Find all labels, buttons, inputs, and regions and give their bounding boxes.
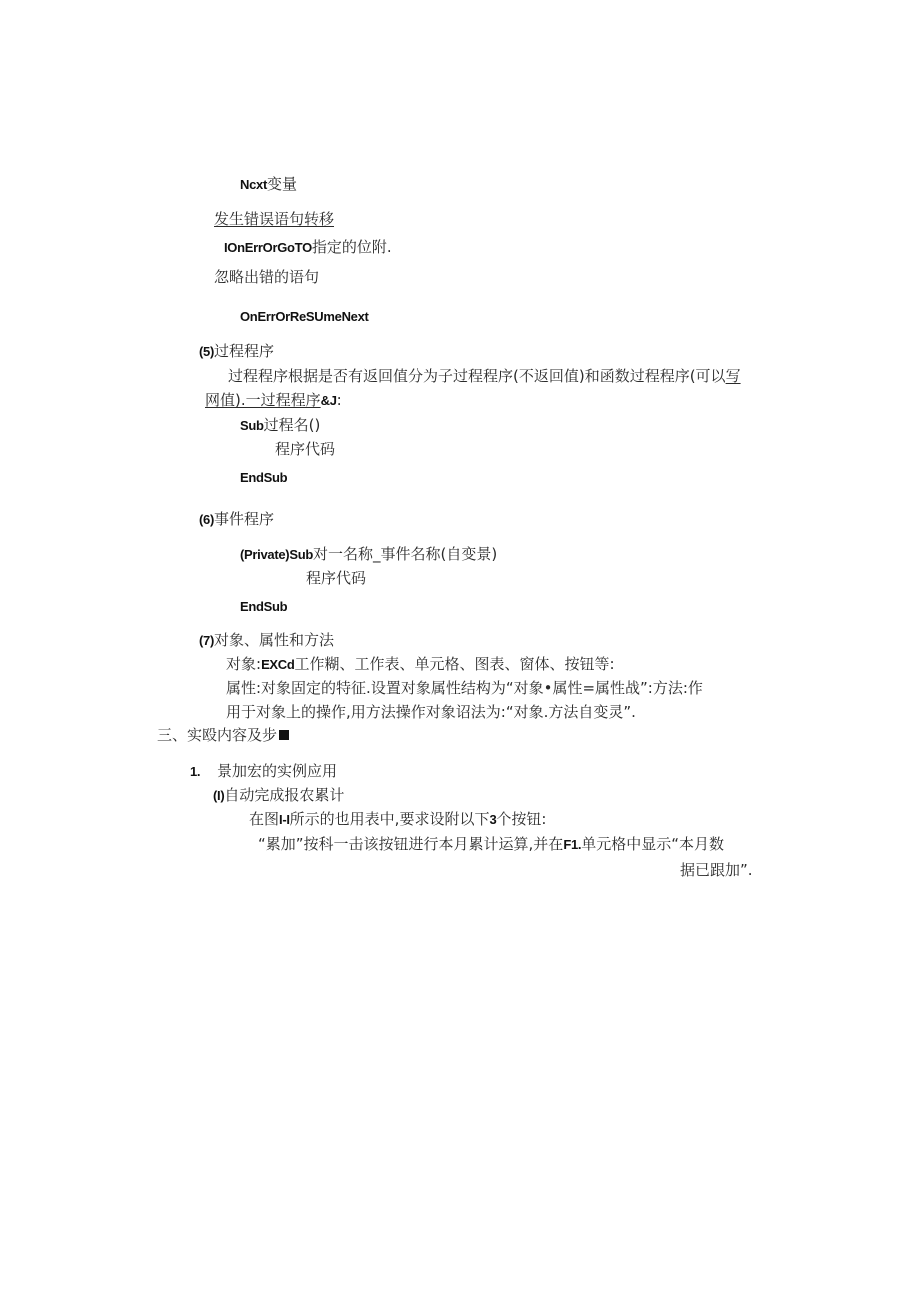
item-one-heading: [190, 761, 337, 782]
code-keyword: OnErrOrReSUmeNext: [240, 309, 369, 324]
body-text: 工作糊、工作表、单元格、图表、窗体、按钮等:: [294, 655, 615, 673]
body-text: “累加”按科一击该按钮进行本月累计运算,并在: [258, 835, 564, 853]
body-text: 程序代码: [275, 440, 336, 458]
procedure-description-line-2: [205, 390, 342, 411]
section-number: (5): [199, 344, 214, 359]
procedure-code-placeholder: [275, 439, 335, 459]
heading-text: 景加宏的实例应用: [217, 762, 338, 780]
body-text: :: [336, 391, 342, 409]
end-sub-line: [240, 467, 287, 488]
error-jump-heading: [214, 209, 334, 229]
code-keyword: &J: [320, 393, 337, 408]
section-number: (6): [199, 512, 214, 527]
code-keyword: F1.: [563, 837, 582, 852]
attribute-line-1: [226, 678, 703, 698]
body-text: 过程名(): [263, 416, 321, 434]
code-keyword: EndSub: [240, 470, 288, 485]
heading-text: 过程程序: [214, 342, 275, 360]
section-number: (7): [199, 633, 214, 648]
body-text: 对一名称_事件名称(自变景): [312, 545, 498, 563]
body-text: 程序代码: [306, 569, 367, 587]
figure-reference-line: [249, 809, 546, 830]
code-keyword: Sub: [240, 418, 264, 433]
body-text: 发生错误语句转移: [214, 210, 335, 228]
sub-declaration-line: [240, 415, 320, 436]
heading-text: 三、实殴内容及步: [157, 726, 278, 744]
attribute-line-2: [226, 702, 636, 722]
object-heading: [199, 630, 334, 651]
heading-text: 事件程序: [214, 510, 275, 528]
code-keyword: EXCd: [261, 657, 295, 672]
event-procedure-heading: [199, 509, 274, 530]
list-number: 1.: [190, 764, 201, 779]
code-keyword: I-I: [279, 812, 290, 827]
body-text: 忽略出错的语句: [214, 268, 320, 286]
on-error-goto-line: [224, 237, 392, 258]
event-code-placeholder: [306, 568, 366, 588]
code-keyword: IOnErrOrGoTO: [224, 240, 312, 255]
body-text: 过程程序根据是否有返回值分为子过程程序(不返回值)和函数过程程序(可以: [228, 367, 726, 385]
code-keyword: (Private)Sub: [240, 547, 313, 562]
body-text: 对象:: [226, 655, 262, 673]
underlined-text: 网值).一过程程序: [205, 391, 321, 409]
body-text: 属性:对象固定的特征.设置对象属性结构为“对象•属性=属性战”:方法:作: [226, 679, 703, 697]
underlined-text: 写: [725, 367, 741, 385]
code-keyword: Ncxt: [240, 177, 267, 192]
accumulate-button-line-2: [680, 860, 753, 880]
body-text: 据已跟加”.: [680, 861, 753, 879]
section-three-heading: [157, 725, 289, 745]
heading-text: 自动完成报农累计: [224, 786, 345, 804]
heading-text: 对象、属性和方法: [214, 631, 335, 649]
list-number: (I): [213, 788, 225, 803]
code-keyword: EndSub: [240, 599, 288, 614]
body-text: 指定的位附.: [311, 238, 392, 256]
body-text: 所示的也用表中,要求设附以下: [289, 810, 490, 828]
code-keyword: 3: [489, 812, 497, 827]
end-sub-line-2: [240, 596, 287, 617]
auto-accumulate-heading: [213, 785, 344, 806]
ignore-error-line: [214, 267, 319, 287]
black-square-glyph: [279, 730, 289, 740]
body-text: 用于对象上的操作,用方法操作对象诏法为:“对象.方法自变灵”.: [226, 703, 636, 721]
body-text: 在图: [249, 810, 280, 828]
body-text: 变量: [266, 175, 297, 193]
procedure-heading: [199, 341, 274, 362]
accumulate-button-line-1: [258, 834, 724, 855]
procedure-description-line-1: [228, 366, 741, 386]
private-sub-line: [240, 544, 497, 565]
next-variable-line: [240, 174, 297, 195]
object-line: [226, 654, 615, 675]
on-error-resume-line: [240, 306, 369, 327]
body-text: 单元格中显示“本月数: [581, 835, 724, 853]
body-text: 个按钮:: [496, 810, 547, 828]
